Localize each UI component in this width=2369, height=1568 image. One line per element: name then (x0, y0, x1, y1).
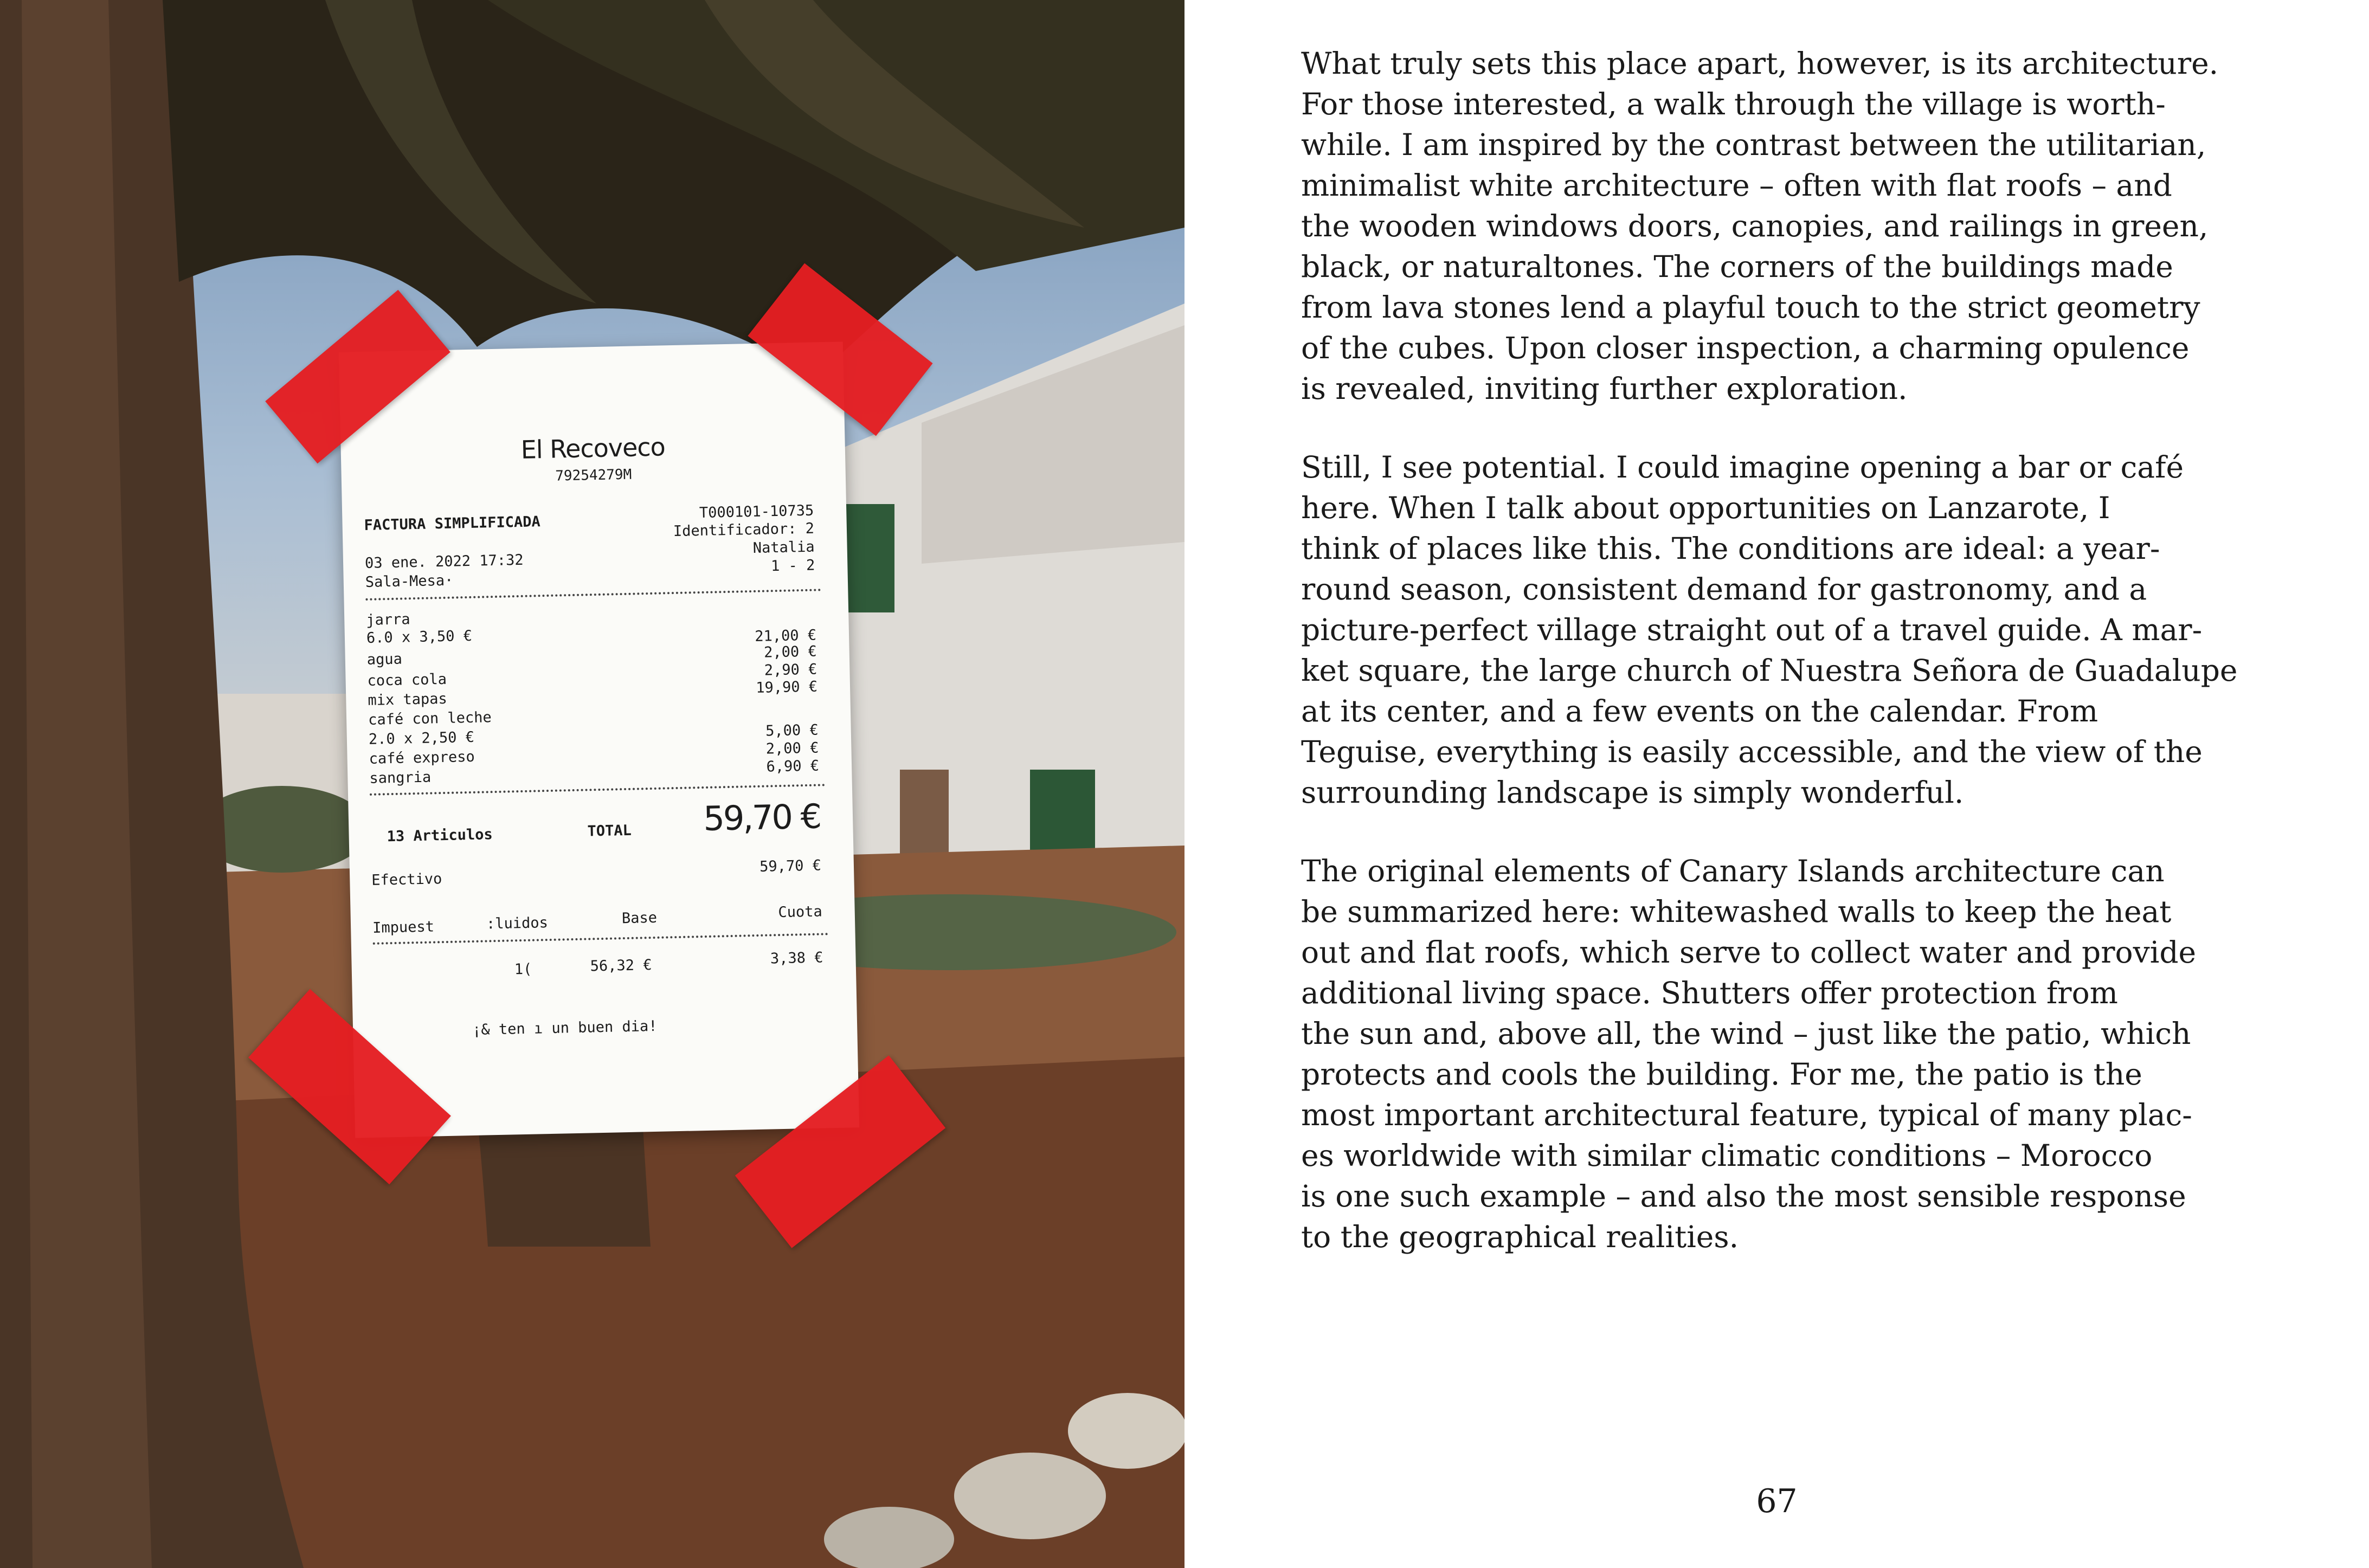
receipt-tax-amount: 3,38 € (770, 949, 823, 967)
text-line: is one such example – and also the most sensible response (1301, 1179, 2186, 1214)
receipt (339, 341, 859, 1138)
receipt-item-name: café con leche (368, 709, 492, 728)
text-line: For those interested, a walk through the village is worth- (1301, 87, 2166, 121)
page-number: 67 (1756, 1482, 1798, 1520)
text-line: Still, I see potential. I could imagine opening a bar or café (1301, 450, 2184, 485)
text-line: picture-perfect village straight out of a travel guide. A mar- (1301, 612, 2203, 647)
receipt-farewell: ¡& ten ı un buen dia! (472, 1017, 658, 1039)
text-line: Teguise, everything is easily accessible, and the view of the (1301, 734, 2203, 769)
text-line: out and flat roofs, which serve to collect water and provide (1301, 935, 2197, 970)
text-line: additional living space. Shutters offer protection from (1301, 976, 2118, 1010)
receipt-item-name: jarra (365, 611, 410, 629)
receipt-datetime: 03 ene. 2022 17:32 (364, 551, 524, 572)
receipt-waiter: Natalia (752, 538, 815, 557)
text-line: from lava stones lend a playful touch to the strict geometry (1301, 290, 2200, 325)
receipt-item-price: 2,00 € (765, 739, 819, 758)
receipt-item-name: coca cola (367, 670, 447, 689)
receipt-total-label: TOTAL (587, 822, 632, 840)
receipt-article-count: 13 Articulos (387, 826, 493, 846)
receipt-divider (370, 784, 825, 796)
receipt-divider (373, 933, 828, 945)
paragraph-2 (1301, 447, 2320, 813)
text-line: while. I am inspired by the contrast between the utilitarian, (1301, 127, 2206, 162)
text-line: surrounding landscape is simply wonderful. (1301, 775, 1964, 810)
receipt-divider (365, 589, 821, 601)
photograph (0, 0, 1184, 1568)
text-line: of the cubes. Upon closer inspection, a charming opulence (1301, 331, 2190, 365)
receipt-tax-header: Cuota (778, 903, 823, 921)
receipt-item-name: sangria (369, 769, 432, 787)
receipt-tax-rate: 1( (514, 960, 532, 978)
text-line: at its center, and a few events on the calendar. From (1301, 694, 2098, 728)
text-line: ket square, the large church of Nuestra Señora de Guadalupe (1301, 653, 2238, 688)
receipt-item-name: 6.0 x 3,50 € (366, 627, 473, 647)
text-line: What truly sets this place apart, however, is its architecture. (1301, 46, 2219, 81)
text-line: to the geographical realities. (1301, 1219, 1739, 1254)
receipt-sala: Sala-Mesa· (365, 572, 454, 591)
receipt-item-price: 2,00 € (763, 643, 817, 661)
text-line: black, or naturaltones. The corners of the buildings made (1301, 249, 2173, 284)
receipt-payment-amount: 59,70 € (759, 857, 822, 875)
receipt-item-name: café expreso (369, 748, 475, 767)
receipt-item-price: 19,90 € (755, 678, 818, 696)
text-line: round season, consistent demand for gastronomy, and a (1301, 572, 2147, 606)
paragraph-1 (1301, 43, 2320, 409)
text-line: here. When I talk about opportunities on Lanzarote, I (1301, 491, 2110, 525)
text-line: the wooden windows doors, canopies, and railings in green, (1301, 209, 2209, 243)
receipt-shop-name: El Recoveco (520, 432, 666, 464)
receipt-tax-header: Impuest (372, 918, 435, 937)
receipt-tax-header: Base (621, 909, 658, 927)
text-line: minimalist white architecture – often with flat roofs – and (1301, 168, 2172, 203)
receipt-payment-method: Efectivo (371, 870, 442, 889)
text-line: The original elements of Canary Islands architecture can (1301, 854, 2165, 888)
receipt-tax-header: :luidos (486, 914, 549, 933)
receipt-total: 59,70 € (703, 796, 821, 838)
text-line: be summarized here: whitewashed walls to keep the heat (1301, 894, 2172, 929)
receipt-doc-type: FACTURA SIMPLIFICADA (364, 513, 540, 534)
text-line: is revealed, inviting further exploration. (1301, 371, 1908, 406)
text-line: es worldwide with similar climatic conditions – Morocco (1301, 1138, 2153, 1173)
text-line: protects and cools the building. For me, the patio is the (1301, 1057, 2142, 1092)
receipt-doc-number: T000101-10735 (699, 502, 814, 522)
receipt-identifier: Identificador: 2 (673, 520, 815, 540)
text-line: most important architectural feature, typical of many plac- (1301, 1098, 2192, 1132)
text-line: think of places like this. The conditions are ideal: a year- (1301, 531, 2160, 566)
receipt-tax-base: 56,32 € (590, 957, 652, 975)
receipt-tax-code: 79254279M (555, 466, 632, 485)
text-page (1184, 0, 2369, 1568)
receipt-item-name: mix tapas (368, 690, 447, 709)
receipt-table: 1 - 2 (770, 557, 815, 575)
paragraph-3 (1301, 851, 2320, 1257)
receipt-item-name: agua (366, 650, 403, 668)
receipt-item-price: 6,90 € (766, 757, 820, 776)
text-line: the sun and, above all, the wind – just like the patio, which (1301, 1016, 2191, 1051)
receipt-item-price: 2,90 € (764, 661, 817, 679)
receipt-item-price: 21,00 € (754, 627, 817, 645)
receipt-item-name: 2.0 x 2,50 € (368, 728, 475, 748)
receipt-item-price: 5,00 € (765, 721, 819, 740)
